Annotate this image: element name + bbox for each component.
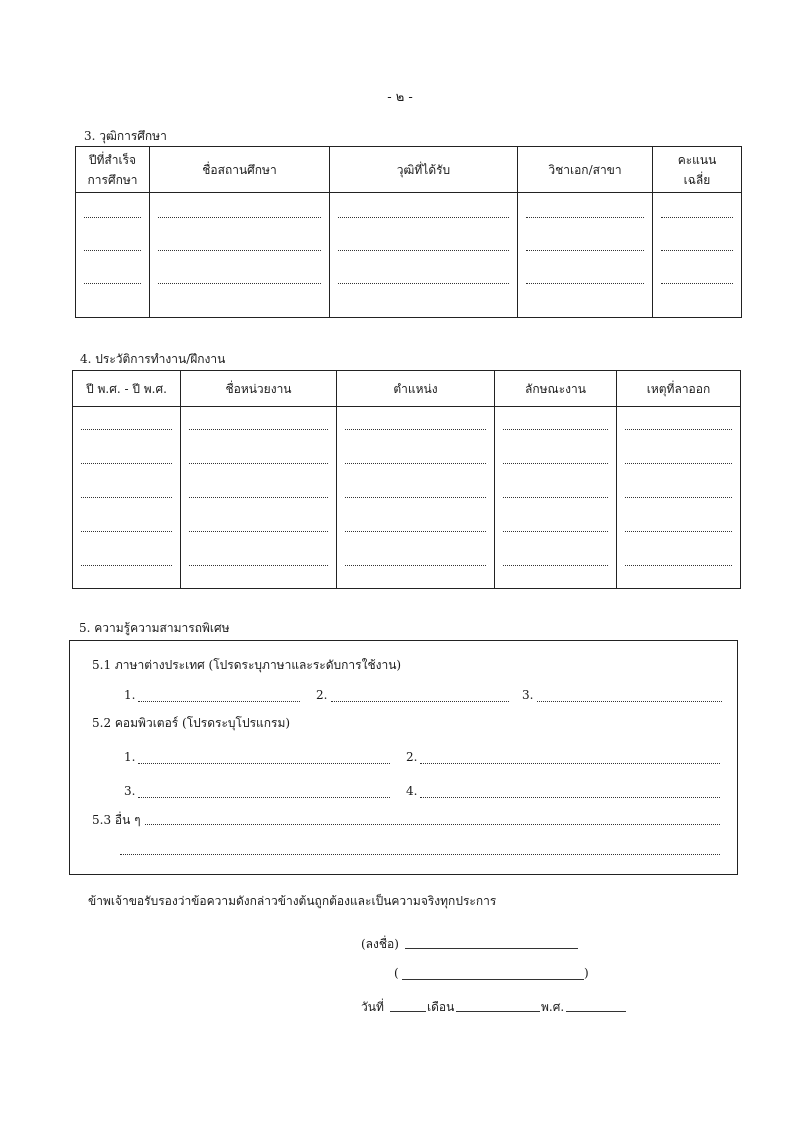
year-field[interactable]	[566, 1011, 626, 1012]
computer-4-field[interactable]	[420, 797, 720, 798]
education-gpa-field[interactable]	[653, 193, 742, 318]
education-degree-field[interactable]	[330, 193, 518, 318]
computer-2-field[interactable]	[420, 763, 720, 764]
day-label: วันที่	[361, 1000, 384, 1014]
education-header-gpa: คะแนน เฉลี่ย	[653, 147, 742, 193]
page-number: - ๒ -	[387, 90, 413, 105]
language-1-number: 1.	[124, 688, 136, 702]
education-header-institution: ชื่อสถานศึกษา	[150, 147, 330, 193]
work-organization-field[interactable]	[181, 407, 337, 589]
other-field-line-2[interactable]	[120, 854, 720, 855]
computer-1-field[interactable]	[138, 763, 390, 764]
computer-3-field[interactable]	[138, 797, 390, 798]
language-2-number: 2.	[316, 688, 328, 702]
work-header-position: ตำแหน่ง	[337, 371, 495, 407]
computer-2-number: 2.	[406, 750, 418, 764]
languages-label: 5.1 ภาษาต่างประเทศ (โปรดระบุภาษาและระดับการใช้งาน)	[92, 658, 402, 672]
language-3-number: 3.	[522, 688, 534, 702]
skills-box	[69, 640, 738, 875]
computer-4-number: 4.	[406, 784, 418, 798]
work-reason-field[interactable]	[617, 407, 741, 589]
work-heading: 4. ประวัติการทำงาน/ฝึกงาน	[80, 352, 226, 366]
work-years-field[interactable]	[73, 407, 181, 589]
day-field[interactable]	[390, 1011, 426, 1012]
skills-heading: 5. ความรู้ความสามารถพิเศษ	[79, 621, 230, 635]
name-open-paren: (	[394, 966, 399, 980]
education-table	[75, 146, 742, 318]
work-header-reason-leaving: เหตุที่ลาออก	[617, 371, 741, 407]
education-header-degree: วุฒิที่ได้รับ	[330, 147, 518, 193]
computer-label: 5.2 คอมพิวเตอร์ (โปรดระบุโปรแกรม)	[92, 716, 291, 730]
education-header-year: ปีที่สำเร็จ การศึกษา	[76, 147, 150, 193]
education-year-field[interactable]	[76, 193, 150, 318]
work-header-job-description: ลักษณะงาน	[495, 371, 617, 407]
work-position-field[interactable]	[337, 407, 495, 589]
printed-name-field[interactable]	[402, 979, 584, 980]
work-header-years: ปี พ.ศ. - ปี พ.ศ.	[73, 371, 181, 407]
year-label: พ.ศ.	[541, 1000, 565, 1014]
work-description-field[interactable]	[495, 407, 617, 589]
language-1-field[interactable]	[138, 701, 300, 702]
name-close-paren: )	[584, 966, 589, 980]
month-field[interactable]	[456, 1011, 540, 1012]
other-label: 5.3 อื่น ๆ	[92, 813, 141, 827]
education-institution-field[interactable]	[150, 193, 330, 318]
computer-3-number: 3.	[124, 784, 136, 798]
work-table	[72, 370, 741, 589]
certification-statement: ข้าพเจ้าขอรับรองว่าข้อความดังกล่าวข้างต้นถูกต้องและเป็นความจริงทุกประการ	[88, 894, 497, 908]
signature-field[interactable]	[405, 948, 578, 949]
education-heading: 3. วุฒิการศึกษา	[84, 129, 167, 143]
month-label: เดือน	[427, 1000, 455, 1014]
computer-1-number: 1.	[124, 750, 136, 764]
language-3-field[interactable]	[537, 701, 722, 702]
language-2-field[interactable]	[331, 701, 509, 702]
education-header-major: วิชาเอก/สาขา	[518, 147, 653, 193]
sign-label: (ลงชื่อ)	[361, 937, 399, 951]
education-major-field[interactable]	[518, 193, 653, 318]
other-field-line-1[interactable]	[145, 824, 720, 825]
work-header-organization: ชื่อหน่วยงาน	[181, 371, 337, 407]
